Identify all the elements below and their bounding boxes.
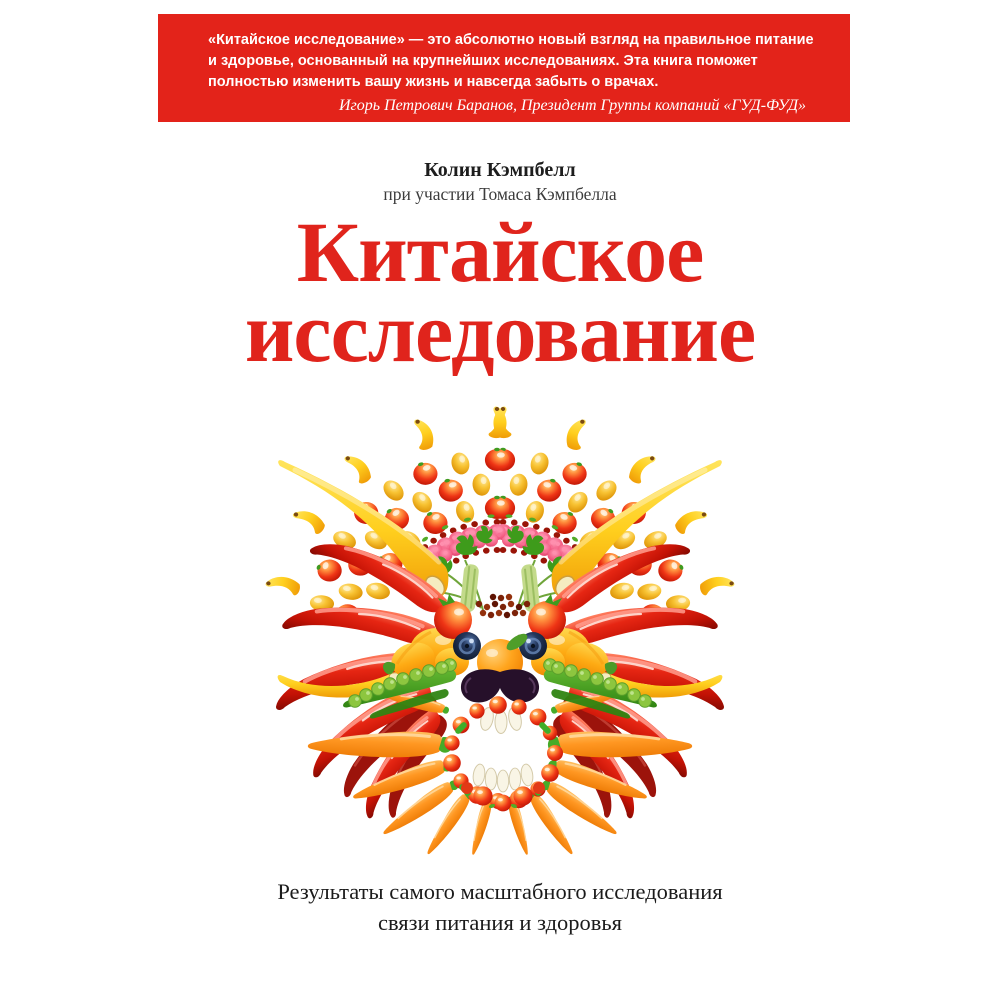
quote-line: «Китайское исследование» — это абсолютно новый взгляд на правильное питание [208, 32, 814, 48]
endorsement-banner [158, 14, 850, 122]
subtitle-line-2: связи питания и здоровья [377, 910, 623, 935]
author-name: Колин Кэмпбелл [424, 159, 576, 181]
vegetable-dragon-illustration [265, 398, 735, 858]
book-title-line-1: Китайское [296, 204, 704, 300]
subtitle [0, 876, 1000, 938]
quote-line: полностью изменить вашу жизнь и навсегда забыть о врачах. [208, 74, 659, 90]
book-title [0, 204, 1000, 380]
subtitle-line-1: Результаты самого масштабного исследования [277, 879, 723, 904]
book-title-line-2: исследование [244, 284, 756, 380]
coauthor-note: при участии Томаса Кэмпбелла [383, 184, 617, 204]
cover-illustration [265, 398, 735, 858]
quote-attribution: Игорь Петрович Баранов, Президент Группы компаний «ГУД-ФУД» [338, 97, 806, 114]
forehead-currants [476, 594, 530, 618]
quote-line: и здоровье, основанный на крупнейших исследованиях. Эта книга поможет [208, 53, 758, 69]
